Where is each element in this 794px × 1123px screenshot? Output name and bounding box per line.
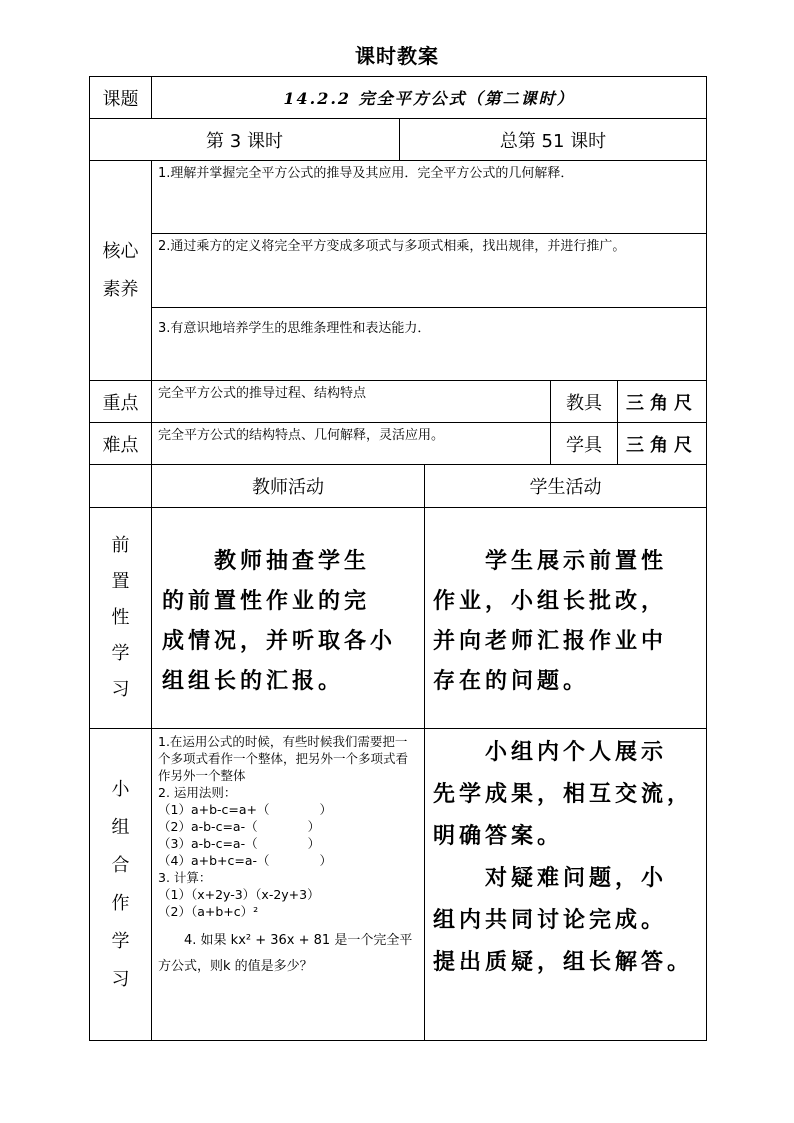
group-teacher-question-4: 4. 如果 kx² + 36x + 81 是一个完全平方公式，则k 的值是多少？	[158, 933, 413, 974]
group-teacher-line: 3. 计算：	[158, 870, 212, 885]
group-study-label-char: 组	[111, 816, 130, 838]
group-teacher-line: （1）a+b-c=a+（ ）	[158, 802, 333, 817]
group-student-line: 先学成果，相互交流，	[433, 781, 694, 807]
core-label-line2: 素养	[102, 278, 139, 300]
group-student-line: 提出质疑，组长解答。	[433, 949, 694, 975]
group-study-label-char: 习	[111, 968, 130, 990]
group-study-label-char: 学	[111, 930, 130, 952]
core-row-3	[90, 308, 707, 381]
pre-study-teacher-line: 教师抽查学生	[162, 548, 371, 574]
topic-label: 课题	[90, 77, 152, 119]
pre-study-label-char: 置	[111, 571, 130, 592]
learning-tool-value: 三角尺	[618, 423, 707, 465]
key-label: 重点	[90, 381, 152, 423]
core-label	[90, 161, 152, 381]
page-title: 课时教案	[355, 44, 439, 68]
group-student-line: 组内共同讨论完成。	[433, 907, 668, 933]
difficulty-label: 难点	[90, 423, 152, 465]
pre-study-row	[90, 508, 707, 729]
group-teacher-line: （4）a+b+c=a-（ ）	[158, 853, 333, 868]
difficulty-value: 完全平方公式的结构特点、几何解释，灵活应用。	[152, 423, 551, 465]
group-study-label-char: 小	[111, 778, 130, 800]
group-study-label-char: 合	[111, 854, 130, 876]
pre-study-student-line: 学生展示前置性	[433, 548, 668, 574]
pre-study-label-char: 学	[111, 643, 130, 664]
group-teacher-line: （2）（a+b+c）²	[158, 904, 259, 919]
activity-header-blank	[90, 465, 152, 508]
student-activity-header: 学生活动	[425, 465, 707, 508]
core-item-2: 2.通过乘方的定义将完全平方变成多项式与多项式相乘，找出规律，并进行推广。	[152, 234, 707, 308]
topic-row	[90, 77, 707, 119]
key-value: 完全平方公式的推导过程、结构特点	[152, 381, 551, 423]
pre-study-label-char: 前	[111, 535, 130, 556]
pre-study-label	[90, 508, 152, 729]
group-teacher-line: （3）a-b-c=a-（ ）	[158, 836, 321, 851]
group-student-line: 明确答案。	[433, 823, 564, 849]
group-study-teacher	[152, 729, 425, 1041]
learning-tool-label: 学具	[551, 423, 618, 465]
core-item-1: 1.理解并掌握完全平方公式的推导及其应用．完全平方公式的几何解释．	[152, 161, 707, 234]
group-student-line: 对疑难问题，小	[433, 865, 668, 891]
activity-header-row	[90, 465, 707, 508]
core-item-3: 3.有意识地培养学生的思维条理性和表达能力．	[152, 308, 707, 381]
group-teacher-line: （1）（x+2y-3）（x-2y+3）	[158, 887, 320, 902]
pre-study-teacher-line: 成情况，并听取各小	[162, 628, 397, 654]
group-student-line: 小组内个人展示	[433, 739, 668, 765]
pre-study-label-char: 习	[111, 679, 130, 700]
pre-study-student-line: 并向老师汇报作业中	[433, 628, 668, 654]
pre-study-student	[425, 508, 707, 729]
pre-study-student-line: 作业，小组长批改，	[433, 588, 668, 614]
group-teacher-line: （2）a-b-c=a-（ ）	[158, 819, 321, 834]
group-study-label-char: 作	[111, 892, 130, 914]
teaching-tool-value: 三角尺	[618, 381, 707, 423]
core-label-line1: 核心	[102, 240, 139, 262]
group-study-label	[90, 729, 152, 1041]
group-teacher-intro: 1.在运用公式的时候，有些时候我们需要把一个多项式看作一个整体，把另外一个多项式看作另外一个整体	[158, 734, 409, 783]
core-row-2	[90, 234, 707, 308]
group-teacher-line: 2. 运用法则：	[158, 785, 237, 800]
pre-study-label-char: 性	[111, 607, 130, 628]
group-study-row	[90, 729, 707, 1041]
current-lesson: 第 3 课时	[90, 119, 400, 161]
teacher-activity-header: 教师活动	[152, 465, 425, 508]
lesson-count-row	[90, 119, 707, 161]
teaching-tool-label: 教具	[551, 381, 618, 423]
lesson-plan-table	[89, 76, 707, 1041]
pre-study-student-line: 存在的问题。	[433, 668, 590, 694]
total-lesson: 总第 51 课时	[400, 119, 707, 161]
pre-study-teacher-line: 的前置性作业的完	[162, 588, 371, 614]
key-row	[90, 381, 707, 423]
topic-value: 14.2.2 完全平方公式（第二课时）	[152, 77, 707, 119]
pre-study-teacher	[152, 508, 425, 729]
difficulty-row	[90, 423, 707, 465]
group-study-student	[425, 729, 707, 1041]
pre-study-teacher-line: 组组长的汇报。	[162, 668, 345, 694]
core-row-1	[90, 161, 707, 234]
